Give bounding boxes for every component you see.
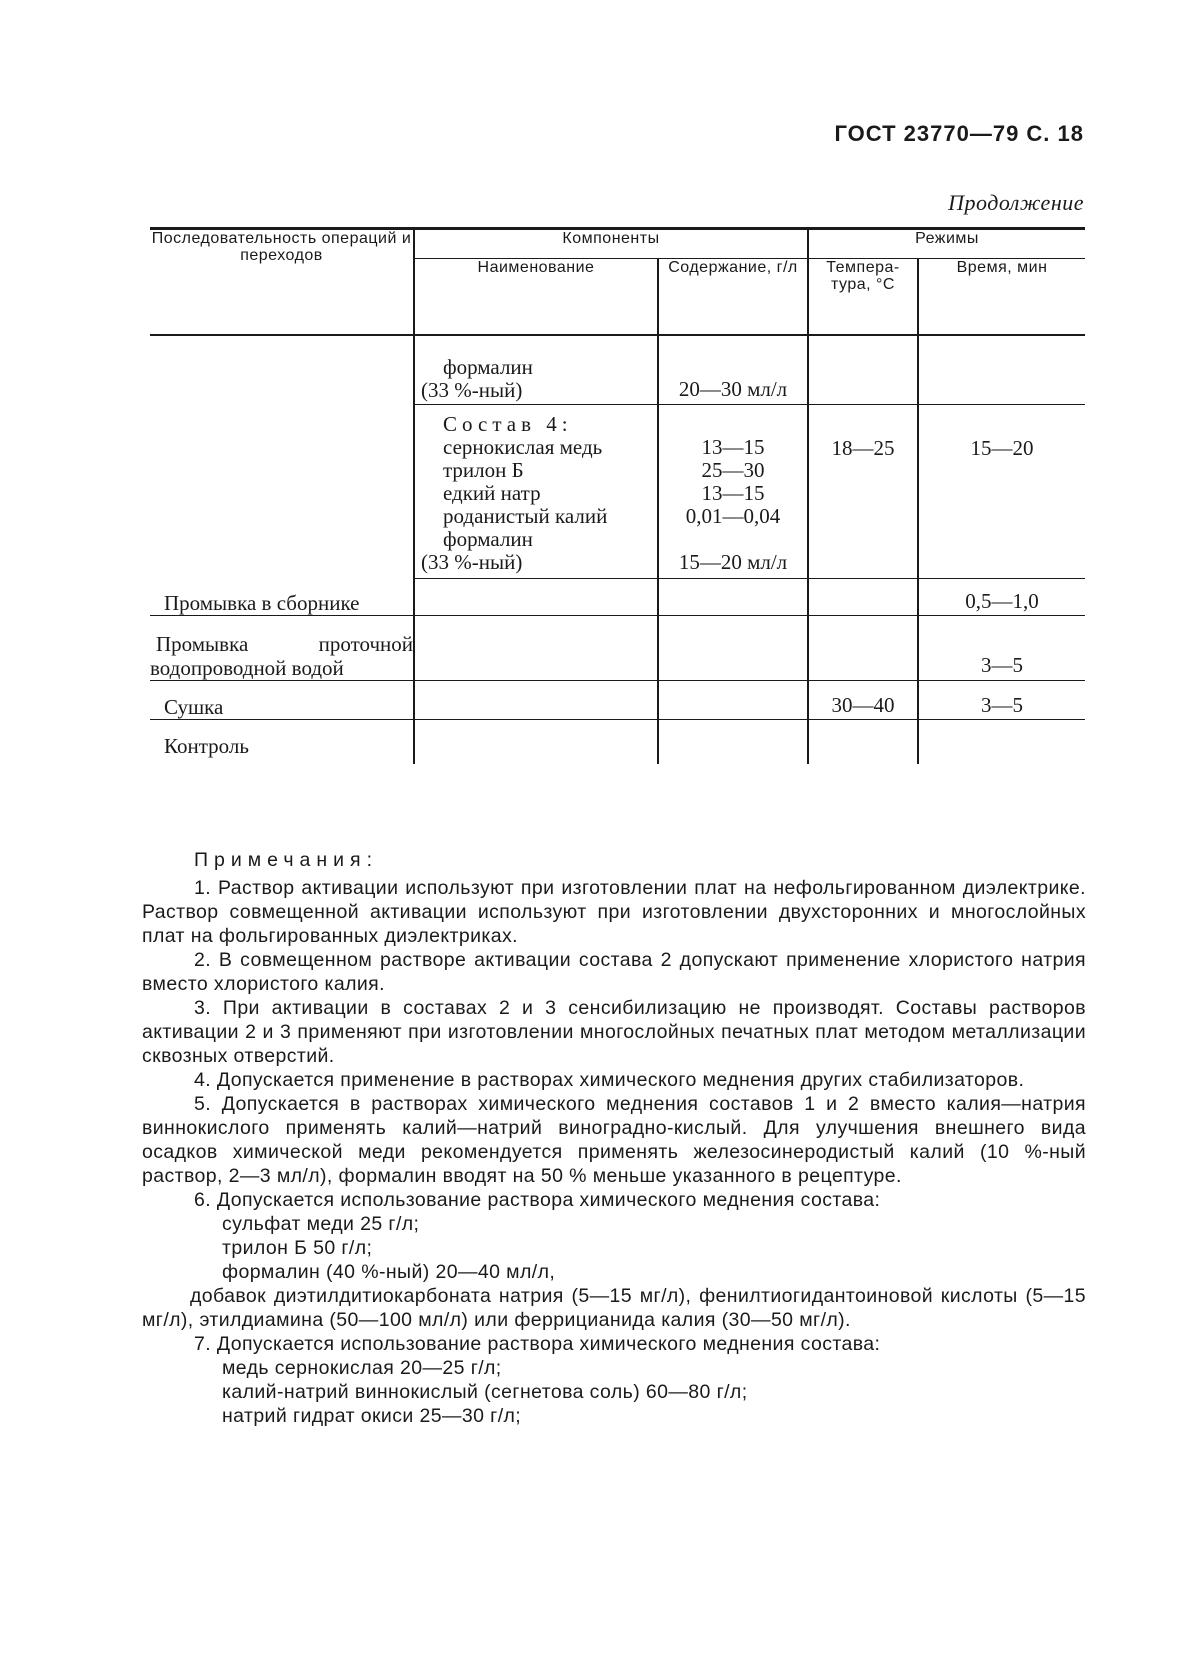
note-4: 4. Допускается применение в растворах химического меднения других стабилизаторов. — [194, 1069, 1025, 1091]
temp-cell: 18—25 — [808, 405, 918, 579]
name-cell — [414, 335, 658, 405]
table-row — [150, 719, 1085, 764]
temp-cell — [808, 335, 918, 405]
operation-cell: Сушка — [150, 680, 414, 719]
note-6-line: формалин (40 %-ный) 20—40 мл/л, — [222, 1261, 556, 1283]
temp-cell — [808, 579, 918, 616]
operation-line: Промывка проточной — [156, 631, 413, 656]
header-modes: Режимы — [808, 229, 1085, 259]
name-line: (33 %-ный) — [421, 378, 523, 402]
operation-cell: Контроль — [164, 733, 249, 758]
notes-title: Примечания: — [194, 849, 378, 871]
process-table — [150, 227, 1085, 764]
operation-cell — [150, 615, 414, 680]
time-cell: 3—5 — [918, 680, 1085, 719]
name-line: трилон Б — [443, 458, 524, 482]
content-cell — [658, 719, 808, 764]
content-cell — [658, 405, 808, 579]
header-operations: Последовательность операций и переходов — [150, 229, 414, 336]
note-6-line: трилон Б 50 г/л; — [222, 1237, 373, 1259]
note-7-line: медь сернокислая 20—25 г/л; — [222, 1357, 502, 1379]
note-6-tail: добавок диэтилдитиокарбоната натрия (5—15 мг/л), фенилтиогидантоиновой кислоты (5—15 мг/л), этилдиамина (50—100 мл/л) или феррицианида калия (30—50 мг/л). — [142, 1285, 1086, 1331]
name-line: роданистый калий — [443, 504, 608, 528]
operation-line: водопроводной водой — [150, 655, 344, 680]
table-row — [150, 615, 1085, 680]
notes-section — [142, 848, 1086, 1428]
content-cell — [658, 579, 808, 616]
note-1: 1. Раствор активации используют при изготовлении плат на нефольгированном диэлектрике. Раствор совмещенной активации используют при изготовлении двухсторонних и многослойных плат на фольгированных диэлектриках. — [142, 877, 1086, 947]
content-cell — [658, 615, 808, 680]
header-content: Содержание, г/л — [658, 258, 808, 335]
header-time: Время, мин — [918, 258, 1085, 335]
time-cell: 0,5—1,0 — [918, 579, 1085, 616]
content-cell — [658, 680, 808, 719]
operation-cell: Промывка в сборнике — [150, 579, 414, 616]
temp-cell: 30—40 — [808, 680, 918, 719]
name-line: формалин — [443, 355, 533, 379]
name-line: формалин — [443, 527, 533, 551]
time-cell: 3—5 — [918, 615, 1085, 680]
content-line: 13—15 — [701, 435, 765, 459]
temp-cell — [808, 615, 918, 680]
note-2: 2. В совмещенном растворе активации состава 2 допускают применение хлористого натрия вместо хлористого калия. — [142, 949, 1086, 995]
name-line: едкий натр — [443, 481, 541, 505]
content-cell: 20—30 мл/л — [658, 335, 808, 405]
note-7-line: натрий гидрат окиси 25—30 г/л; — [222, 1405, 522, 1427]
content-line: 13—15 — [701, 481, 765, 505]
name-line: Состав 4: — [443, 412, 573, 436]
note-7-line: калий-натрий виннокислый (сегнетова соль) 60—80 г/л; — [222, 1381, 748, 1403]
time-cell — [918, 335, 1085, 405]
content-line — [659, 528, 807, 551]
operation-cell — [150, 335, 414, 579]
note-6-intro: 6. Допускается использование раствора химического меднения состава: — [194, 1189, 881, 1211]
name-line: сернокислая медь — [443, 435, 603, 459]
continuation-label: Продолжение — [948, 190, 1084, 215]
time-cell: 15—20 — [918, 405, 1085, 579]
note-7-intro: 7. Допускается использование раствора химического меднения состава: — [194, 1333, 881, 1355]
name-cell — [414, 615, 658, 680]
table-row — [150, 335, 1085, 405]
content-line: 25—30 — [701, 458, 765, 482]
content-line: 15—20 мл/л — [678, 550, 788, 574]
name-cell — [414, 579, 658, 616]
header-temp: Темпера- тура, °С — [808, 258, 918, 335]
note-6-line: сульфат меди 25 г/л; — [222, 1213, 420, 1235]
header-components: Компоненты — [414, 229, 808, 259]
page-header: ГОСТ 23770—79 С. 18 — [834, 121, 1084, 146]
content-line: 0,01—0,04 — [685, 504, 781, 528]
table-row — [150, 680, 1085, 719]
name-cell — [414, 719, 658, 764]
header-name: Наименование — [414, 258, 658, 335]
note-3: 3. При активации в составах 2 и 3 сенсибилизацию не производят. Составы растворов активации 2 и 3 применяют при изготовлении многослойных печатных плат методом металлизации сквозных отверстий. — [142, 997, 1086, 1067]
note-5: 5. Допускается в растворах химического меднения составов 1 и 2 вместо калия—натрия виннокислого применять калий—натрий виноградно-кислый. Для улучшения внешнего вида осадков химической меди рекомендуется применять железосинеродистый калий (10 %-ный раствор, 2—3 мл/л), формалин вводят на 50 % меньше указанного в рецептуре. — [142, 1093, 1086, 1187]
time-cell — [918, 719, 1085, 764]
table-row — [150, 579, 1085, 616]
name-line: (33 %-ный) — [421, 550, 523, 574]
name-cell — [414, 680, 658, 719]
temp-cell — [808, 719, 918, 764]
name-cell — [414, 405, 658, 579]
